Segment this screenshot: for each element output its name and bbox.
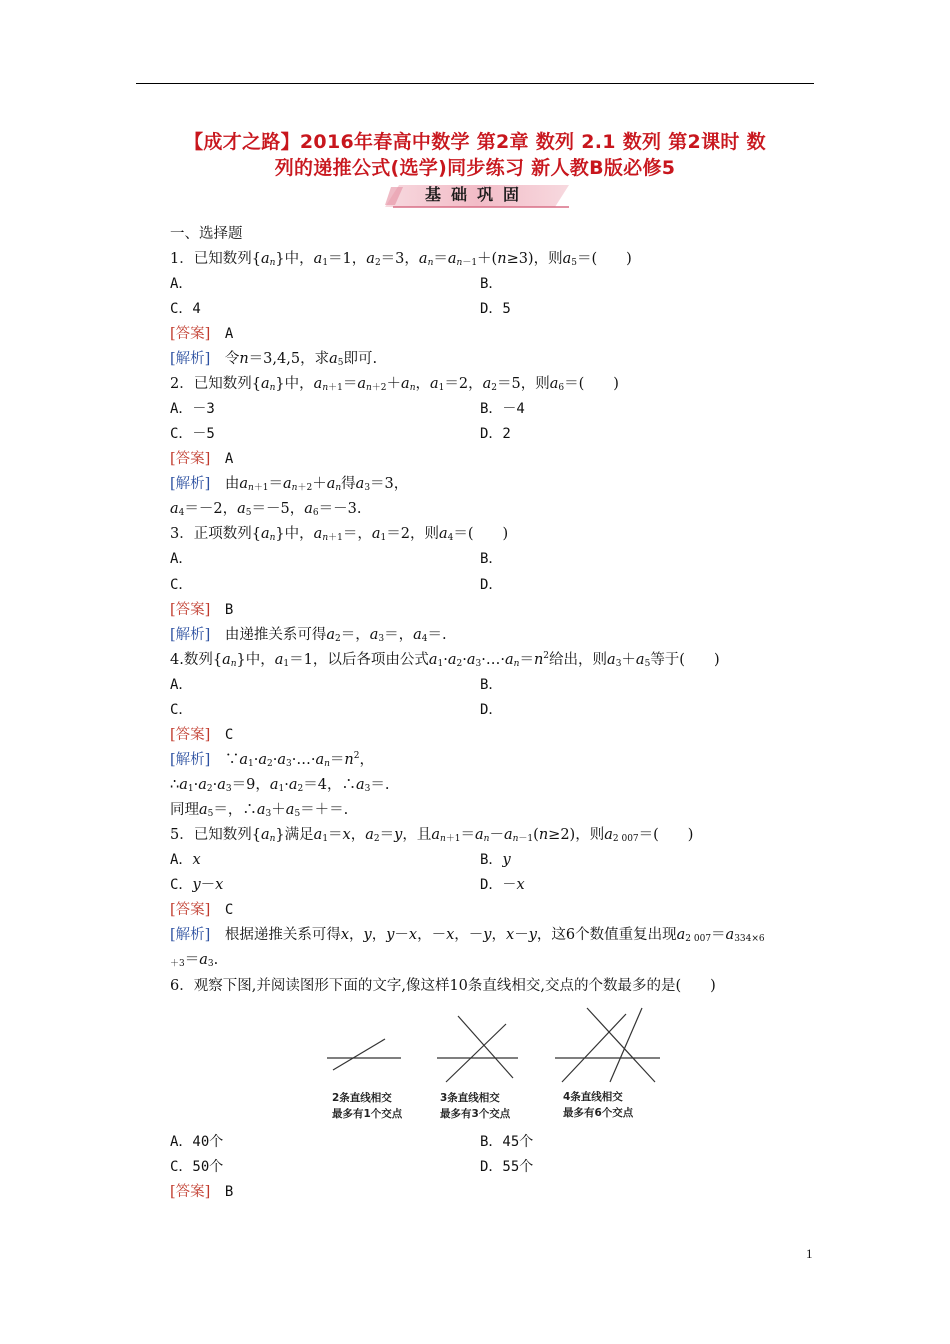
answer-line (170, 449, 233, 469)
answer-value: C (224, 902, 234, 918)
option-c: C．－5 (170, 426, 215, 442)
question-4: 4.数列$\{a_n\}$中，$a_1=1$，以后各项由公式$a_1\cdot a_2\cdot a_3\cdot\dots\cdot a_n=n^2$给出，则$a_3+a_5$等于( ) (170, 651, 720, 669)
question-1: 1．已知数列$\{a_n\}$中，$a_1=1$，$a_2=3$，$a_n=a_{n-1}+(n\ge 3)$，则$a_5=$( ) (170, 251, 632, 268)
figure-caption-3 (563, 1089, 633, 1121)
document-title-line-1: 【成才之路】2016年春高中数学 第2章 数列 2.1 数列 第2课时 数 (184, 131, 766, 153)
page-number: 1 (806, 1246, 813, 1261)
answer-line (170, 324, 233, 344)
question-6 (170, 976, 716, 996)
option-a: A． (170, 276, 193, 292)
option-b: B． (480, 551, 503, 567)
answer-label: [答案] (170, 902, 211, 918)
analysis-line: [解析] $\because a_1\cdot a_2\cdot a_3\cdot\dots\cdot a_n=n^2$， (170, 751, 374, 769)
option-c: C．y－x (170, 877, 224, 893)
option-d: D．－x (480, 877, 525, 893)
option-d: D．2 (480, 426, 511, 442)
option-a: A． (170, 677, 193, 693)
analysis-continuation: $a_4=-2$，$a_5=-5$，$a_6=-3$. (170, 501, 362, 518)
option-b: B．－4 (480, 401, 525, 417)
figure-caption-1 (332, 1090, 402, 1122)
caption-line: 4条直线相交 (563, 1091, 623, 1103)
question-3: 3．正项数列$\{a_n\}$中，$a_{n+1}=$，$a_1=2$，则$a_4=$( ) (170, 526, 509, 543)
analysis-label: [解析] (170, 627, 211, 643)
answer-label: [答案] (170, 602, 211, 618)
document-title-line-2: 列的递推公式(选学)同步练习 新人教B版必修5 (274, 157, 676, 179)
option-d: D．55个 (480, 1159, 534, 1175)
answer-value: A (224, 326, 234, 342)
question-number: 1． (170, 251, 194, 267)
header-rule (136, 83, 814, 84)
answer-label: [答案] (170, 1184, 211, 1200)
option-b: B． (480, 677, 503, 693)
option-letter: D．－ (480, 877, 517, 893)
section-heading: 一、选择题 (170, 226, 243, 242)
question-number: 6． (170, 978, 194, 994)
analysis-label: [解析] (170, 351, 211, 367)
analysis-label: [解析] (170, 752, 211, 768)
answer-label: [答案] (170, 727, 211, 743)
option-letter: C． (170, 877, 193, 893)
analysis-line: [解析] 由递推关系可得$a_2=$，$a_3=$，$a_4=$. (170, 627, 447, 644)
option-c: C．50个 (170, 1159, 224, 1175)
question-number: 4. (170, 652, 184, 668)
caption-line: 3条直线相交 (440, 1092, 500, 1104)
figure-caption-2 (440, 1090, 510, 1122)
analysis-continuation: $_{+3}=a_3$. (170, 952, 219, 969)
option-d: D． (480, 577, 503, 593)
option-a: A．－3 (170, 401, 215, 417)
analysis-continuation: 同理$a_5=$，$\therefore a_3+a_5=+=$. (170, 802, 349, 819)
caption-line: 最多有6个交点 (563, 1107, 634, 1119)
option-letter: A． (170, 852, 193, 868)
question-5: 5．已知数列$\{a_n\}$满足$a_1=x$，$a_2=y$，且$a_{n+1}=a_n-a_{n-1}(n\ge 2)$，则$a_{2 007}=$( ) (170, 827, 694, 844)
option-b: B．y (480, 852, 511, 868)
question-stem: 观察下图,并阅读图形下面的文字,像这样10条直线相交,交点的个数最多的是( ) (193, 978, 716, 994)
option-a: A．40个 (170, 1134, 224, 1150)
answer-value: A (224, 451, 234, 467)
option-b: B．45个 (480, 1134, 534, 1150)
analysis-line: [解析] 根据递推关系可得x，y，y－x，－x，－y，x－y，这6个数值重复出现$a_{2 007}=a_{334\times 6}$ (170, 927, 765, 944)
caption-line: 最多有1个交点 (332, 1108, 403, 1120)
answer-line (170, 900, 233, 920)
option-letter: B． (480, 852, 503, 868)
analysis-label: [解析] (170, 927, 211, 943)
option-c: C． (170, 702, 193, 718)
answer-line (170, 1182, 233, 1202)
option-b: B． (480, 276, 503, 292)
analysis-line: [解析] 由$a_{n+1}=a_{n+2}+a_n$得$a_3=3$， (170, 476, 409, 493)
answer-label: [答案] (170, 326, 211, 342)
question-2: 2．已知数列$\{a_n\}$中，$a_{n+1}=a_{n+2}+a_n$，$a_1=2$，$a_2=5$，则$a_6=$( ) (170, 376, 619, 393)
option-c: C． (170, 577, 193, 593)
analysis-label: [解析] (170, 476, 211, 492)
analysis-line: [解析] 令n＝3,4,5，求$a_5$即可. (170, 351, 378, 368)
answer-value: B (224, 602, 234, 618)
option-c: C．4 (170, 301, 201, 317)
option-a: A． (170, 551, 193, 567)
answer-line (170, 725, 233, 745)
answer-value: C (224, 727, 234, 743)
question-number: 3． (170, 526, 194, 542)
answer-label: [答案] (170, 451, 211, 467)
caption-line: 最多有3个交点 (440, 1108, 511, 1120)
question-number: 2． (170, 376, 194, 392)
option-d: D．5 (480, 301, 511, 317)
answer-value: B (224, 1184, 234, 1200)
question-number: 5． (170, 827, 194, 843)
analysis-continuation: $\therefore a_1\cdot a_2\cdot a_3=9$，$a_1\cdot a_2=4$，$\therefore a_3=$. (170, 777, 390, 794)
option-d: D． (480, 702, 503, 718)
section-banner: 基础巩固 (424, 185, 529, 204)
answer-line (170, 600, 233, 620)
option-a: A．x (170, 852, 201, 868)
caption-line: 2条直线相交 (332, 1092, 392, 1104)
